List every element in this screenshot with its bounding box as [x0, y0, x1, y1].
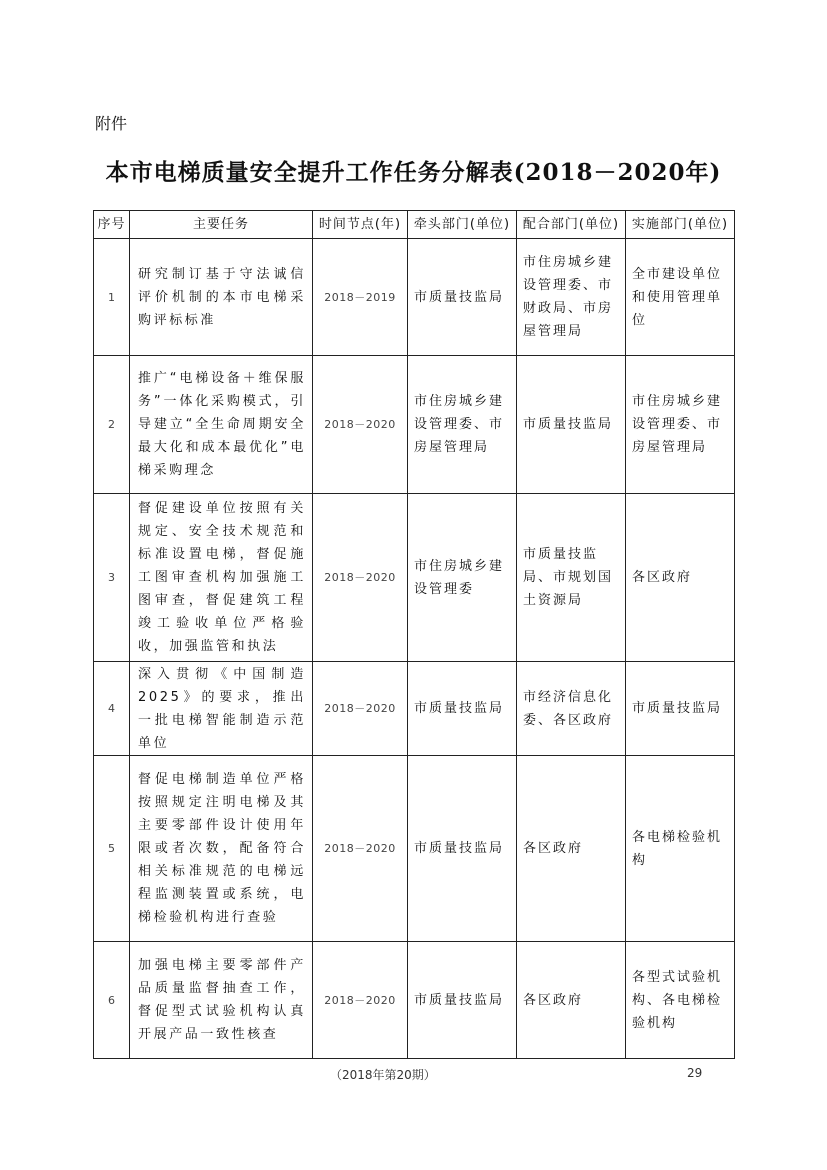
- task-table: [93, 210, 735, 1059]
- row-lead: 市质量技监局: [408, 239, 517, 356]
- header-impl: 实施部门(单位): [626, 211, 735, 239]
- header-task: 主要任务: [130, 211, 313, 239]
- table-row: [94, 494, 735, 662]
- row-coop: 市质量技监局: [517, 356, 626, 494]
- row-no: 3: [94, 494, 130, 662]
- row-no: 6: [94, 942, 130, 1059]
- header-no: 序号: [94, 211, 130, 239]
- row-impl: 市质量技监局: [626, 662, 735, 756]
- row-task: 督促电梯制造单位严格按照规定注明电梯及其主要零部件设计使用年限或者次数，配备符合相关标准规范的电梯远程监测装置或系统，电梯检验机构进行查验: [130, 756, 313, 942]
- row-lead: 市质量技监局: [408, 662, 517, 756]
- page-title: 本市电梯质量安全提升工作任务分解表(2018－2020年): [105, 159, 722, 186]
- table-row: [94, 942, 735, 1059]
- row-impl: 各电梯检验机构: [626, 756, 735, 942]
- attachment-label: 附件: [95, 114, 128, 133]
- row-coop: 市经济信息化委、各区政府: [517, 662, 626, 756]
- row-task: 加强电梯主要零部件产品质量监督抽查工作，督促型式试验机构认真开展产品一致性核查: [130, 942, 313, 1059]
- row-time: 2018－2020: [313, 756, 408, 942]
- row-time: 2018－2020: [313, 356, 408, 494]
- row-lead: 市质量技监局: [408, 942, 517, 1059]
- page-number: 29: [687, 1066, 703, 1080]
- row-task: 研究制订基于守法诚信评价机制的本市电梯采购评标标准: [130, 239, 313, 356]
- row-impl: 全市建设单位和使用管理单位: [626, 239, 735, 356]
- table-row: [94, 239, 735, 356]
- header-lead: 牵头部门(单位): [408, 211, 517, 239]
- row-impl: 市住房城乡建设管理委、市房屋管理局: [626, 356, 735, 494]
- row-task: 督促建设单位按照有关规定、安全技术规范和标准设置电梯，督促施工图审查机构加强施工图审查，督促建筑工程竣工验收单位严格验收，加强监管和执法: [130, 494, 313, 662]
- header-coop: 配合部门(单位): [517, 211, 626, 239]
- row-coop: 各区政府: [517, 942, 626, 1059]
- row-coop: 各区政府: [517, 756, 626, 942]
- row-lead: 市质量技监局: [408, 756, 517, 942]
- table-header-row: [94, 211, 735, 239]
- row-no: 5: [94, 756, 130, 942]
- row-time: 2018－2020: [313, 942, 408, 1059]
- row-impl: 各区政府: [626, 494, 735, 662]
- row-time: 2018－2020: [313, 662, 408, 756]
- table-row: [94, 356, 735, 494]
- row-no: 2: [94, 356, 130, 494]
- row-time: 2018－2020: [313, 494, 408, 662]
- row-task: 深入贯彻《中国制造2025》的要求，推出一批电梯智能制造示范单位: [130, 662, 313, 756]
- table-row: [94, 756, 735, 942]
- row-coop: 市住房城乡建设管理委、市财政局、市房屋管理局: [517, 239, 626, 356]
- row-lead: 市住房城乡建设管理委、市房屋管理局: [408, 356, 517, 494]
- row-no: 4: [94, 662, 130, 756]
- row-coop: 市质量技监局、市规划国土资源局: [517, 494, 626, 662]
- row-time: 2018－2019: [313, 239, 408, 356]
- table-row: [94, 662, 735, 756]
- header-time: 时间节点(年): [313, 211, 408, 239]
- row-impl: 各型式试验机构、各电梯检验机构: [626, 942, 735, 1059]
- row-no: 1: [94, 239, 130, 356]
- issue-footer: （2018年第20期）: [330, 1068, 436, 1082]
- row-lead: 市住房城乡建设管理委: [408, 494, 517, 662]
- row-task: 推广“电梯设备＋维保服务”一体化采购模式，引导建立“全生命周期安全最大化和成本最优化”电梯采购理念: [130, 356, 313, 494]
